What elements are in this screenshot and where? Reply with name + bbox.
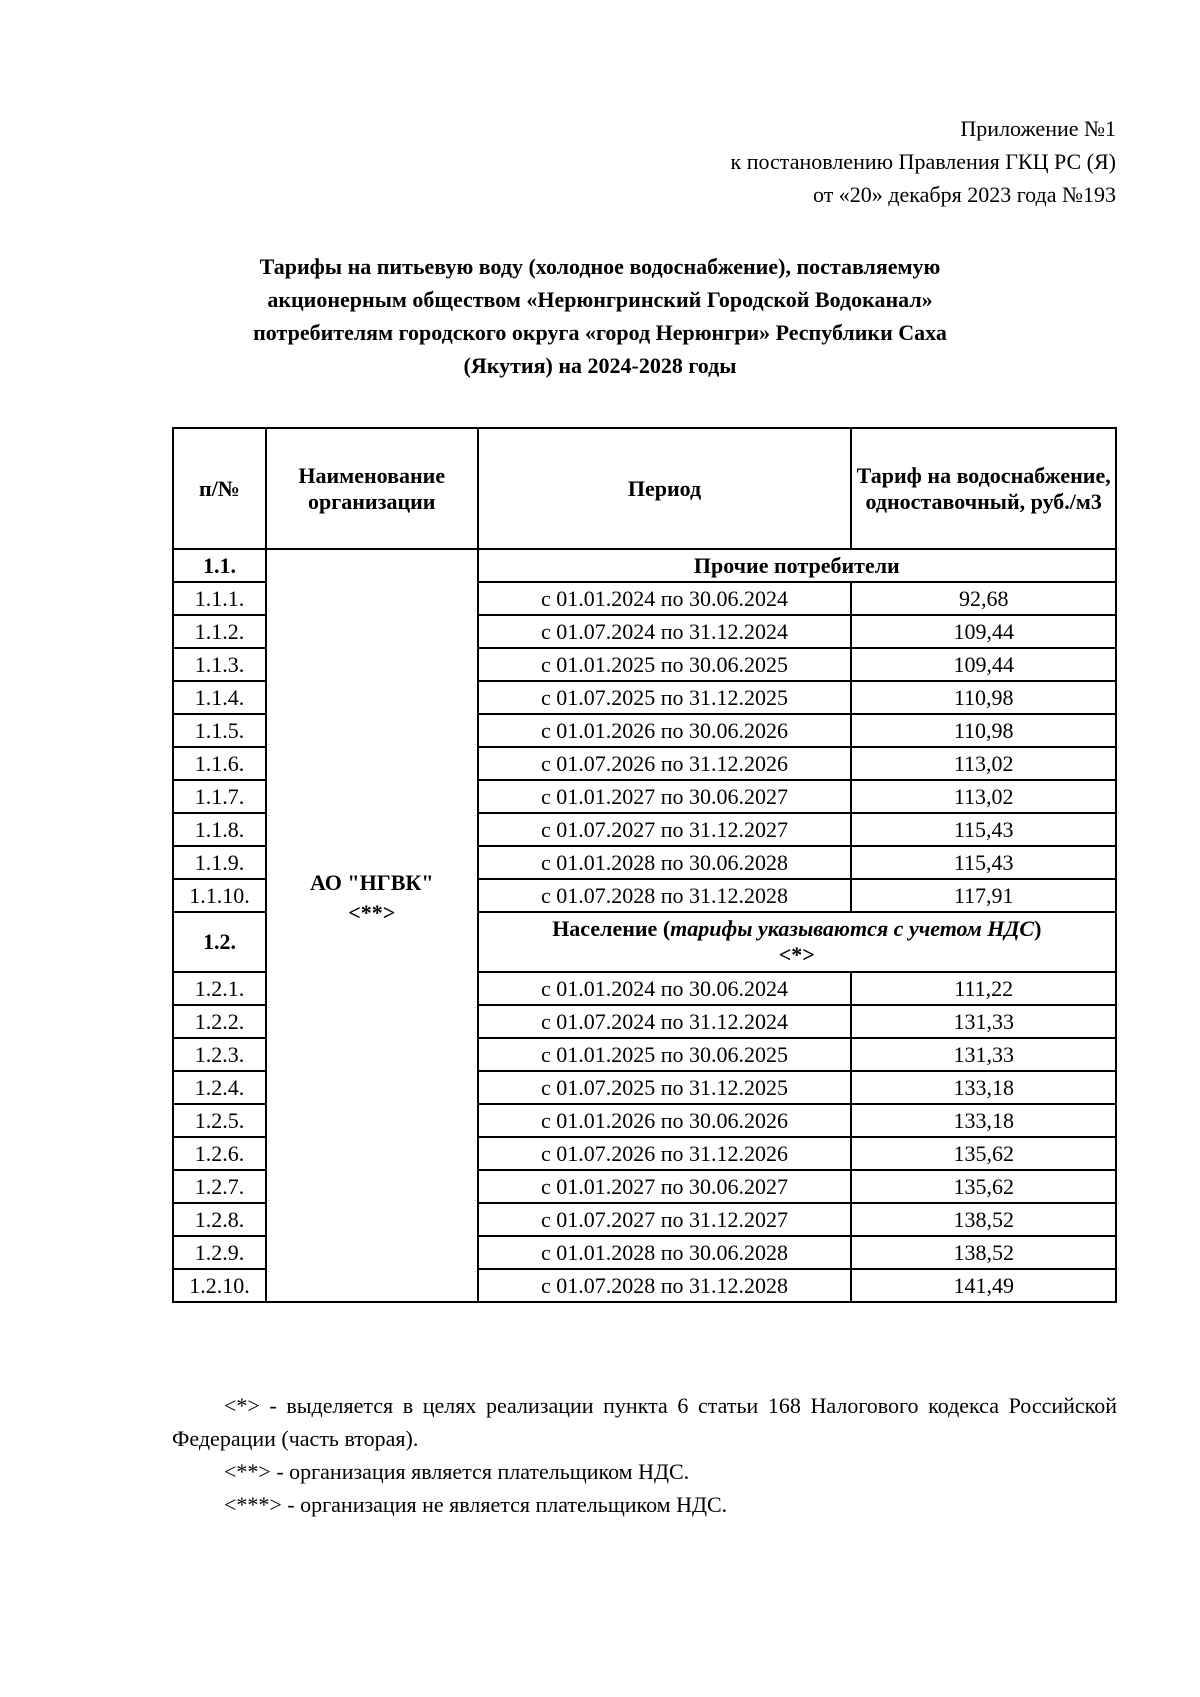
row-num: 1.1.6.	[173, 747, 266, 780]
row-period: с 01.01.2026 по 30.06.2026	[478, 1104, 852, 1137]
org-note: <**>	[348, 900, 396, 925]
title-line-4: (Якутия) на 2024-2028 годы	[463, 353, 737, 378]
row-tariff: 113,02	[851, 780, 1116, 813]
row-period: с 01.07.2026 по 31.12.2026	[478, 1137, 852, 1170]
section-label-end: )	[1034, 916, 1042, 941]
row-period: с 01.07.2027 по 31.12.2027	[478, 813, 852, 846]
appendix-number: Приложение №1	[960, 116, 1116, 141]
row-tariff: 135,62	[851, 1137, 1116, 1170]
appendix-resolution: к постановлению Правления ГКЦ РС (Я)	[730, 149, 1116, 174]
header-num: п/№	[173, 428, 266, 549]
section-label-note: <*>	[778, 942, 815, 967]
row-tariff: 111,22	[851, 972, 1116, 1005]
row-tariff: 138,52	[851, 1203, 1116, 1236]
row-num: 1.2.5.	[173, 1104, 266, 1137]
document-title	[180, 250, 1020, 382]
title-line-2: акционерным обществом «Нерюнгринский Городской Водоканал»	[267, 287, 933, 312]
org-cell	[266, 549, 478, 1302]
row-num: 1.1.5.	[173, 714, 266, 747]
row-num: 1.1.4.	[173, 681, 266, 714]
org-name: АО "НГВК"	[309, 870, 434, 895]
row-num: 1.2.4.	[173, 1071, 266, 1104]
row-num: 1.2.7.	[173, 1170, 266, 1203]
row-period: с 01.07.2024 по 31.12.2024	[478, 615, 852, 648]
row-tariff: 110,98	[851, 681, 1116, 714]
section-label	[478, 912, 1116, 972]
row-num: 1.2.10.	[173, 1269, 266, 1302]
row-num: 1.1.3.	[173, 648, 266, 681]
row-tariff: 131,33	[851, 1038, 1116, 1071]
header-org: Наименование организации	[266, 428, 478, 549]
row-tariff: 109,44	[851, 615, 1116, 648]
row-period: с 01.07.2028 по 31.12.2028	[478, 879, 852, 912]
row-period: с 01.07.2027 по 31.12.2027	[478, 1203, 852, 1236]
row-tariff: 113,02	[851, 747, 1116, 780]
section-label: Прочие потребители	[478, 549, 1116, 582]
row-tariff: 133,18	[851, 1104, 1116, 1137]
row-period: с 01.01.2025 по 30.06.2025	[478, 1038, 852, 1071]
row-tariff: 133,18	[851, 1071, 1116, 1104]
row-num: 1.2.8.	[173, 1203, 266, 1236]
section-num: 1.1.	[173, 549, 266, 582]
tariff-table	[172, 427, 1117, 1303]
row-tariff: 141,49	[851, 1269, 1116, 1302]
row-num: 1.1.10.	[173, 879, 266, 912]
row-period: с 01.01.2024 по 30.06.2024	[478, 972, 852, 1005]
row-period: с 01.01.2026 по 30.06.2026	[478, 714, 852, 747]
row-tariff: 138,52	[851, 1236, 1116, 1269]
row-num: 1.1.1.	[173, 582, 266, 615]
appendix-header	[516, 112, 1116, 211]
header-tariff: Тариф на водоснабжение, одноставочный, руб./м3	[851, 428, 1116, 549]
section-label-text: Население (	[552, 916, 671, 941]
row-period: с 01.07.2024 по 31.12.2024	[478, 1005, 852, 1038]
row-period: с 01.01.2028 по 30.06.2028	[478, 1236, 852, 1269]
footnotes	[172, 1389, 1117, 1521]
row-num: 1.2.1.	[173, 972, 266, 1005]
title-line-3: потребителям городского округа «город Нерюнгри» Республики Саха	[253, 320, 947, 345]
row-period: с 01.07.2025 по 31.12.2025	[478, 681, 852, 714]
row-period: с 01.01.2028 по 30.06.2028	[478, 846, 852, 879]
footnote-vat-payer: <**> - организация является плательщиком НДС.	[224, 1459, 690, 1484]
row-num: 1.1.7.	[173, 780, 266, 813]
row-tariff: 92,68	[851, 582, 1116, 615]
title-line-1: Тарифы на питьевую воду (холодное водоснабжение), поставляемую	[259, 254, 941, 279]
row-tariff: 135,62	[851, 1170, 1116, 1203]
footnote-not-vat-payer: <***> - организация не является плательщиком НДС.	[224, 1492, 728, 1517]
row-num: 1.1.9.	[173, 846, 266, 879]
row-tariff: 110,98	[851, 714, 1116, 747]
row-num: 1.1.8.	[173, 813, 266, 846]
row-period: с 01.01.2025 по 30.06.2025	[478, 648, 852, 681]
row-period: с 01.01.2024 по 30.06.2024	[478, 582, 852, 615]
row-tariff: 115,43	[851, 813, 1116, 846]
row-num: 1.2.9.	[173, 1236, 266, 1269]
row-tariff: 109,44	[851, 648, 1116, 681]
row-period: с 01.01.2027 по 30.06.2027	[478, 780, 852, 813]
section-row-other	[173, 549, 1116, 582]
row-period: с 01.07.2028 по 31.12.2028	[478, 1269, 852, 1302]
footnote-vat-highlight: <*> - выделяется в целях реализации пункта 6 статьи 168 Налогового кодекса Российской Федерации (часть вторая).	[172, 1393, 1117, 1451]
appendix-date: от «20» декабря 2023 года №193	[812, 182, 1116, 207]
header-period: Период	[478, 428, 852, 549]
section-num: 1.2.	[173, 912, 266, 972]
table-header-row	[173, 428, 1116, 549]
row-num: 1.2.2.	[173, 1005, 266, 1038]
section-label-italic: тарифы указываются с учетом НДС	[670, 916, 1035, 941]
row-tariff: 131,33	[851, 1005, 1116, 1038]
table-body	[173, 549, 1116, 1302]
row-num: 1.2.6.	[173, 1137, 266, 1170]
row-tariff: 115,43	[851, 846, 1116, 879]
row-tariff: 117,91	[851, 879, 1116, 912]
row-num: 1.1.2.	[173, 615, 266, 648]
row-num: 1.2.3.	[173, 1038, 266, 1071]
row-period: с 01.01.2027 по 30.06.2027	[478, 1170, 852, 1203]
row-period: с 01.07.2026 по 31.12.2026	[478, 747, 852, 780]
row-period: с 01.07.2025 по 31.12.2025	[478, 1071, 852, 1104]
